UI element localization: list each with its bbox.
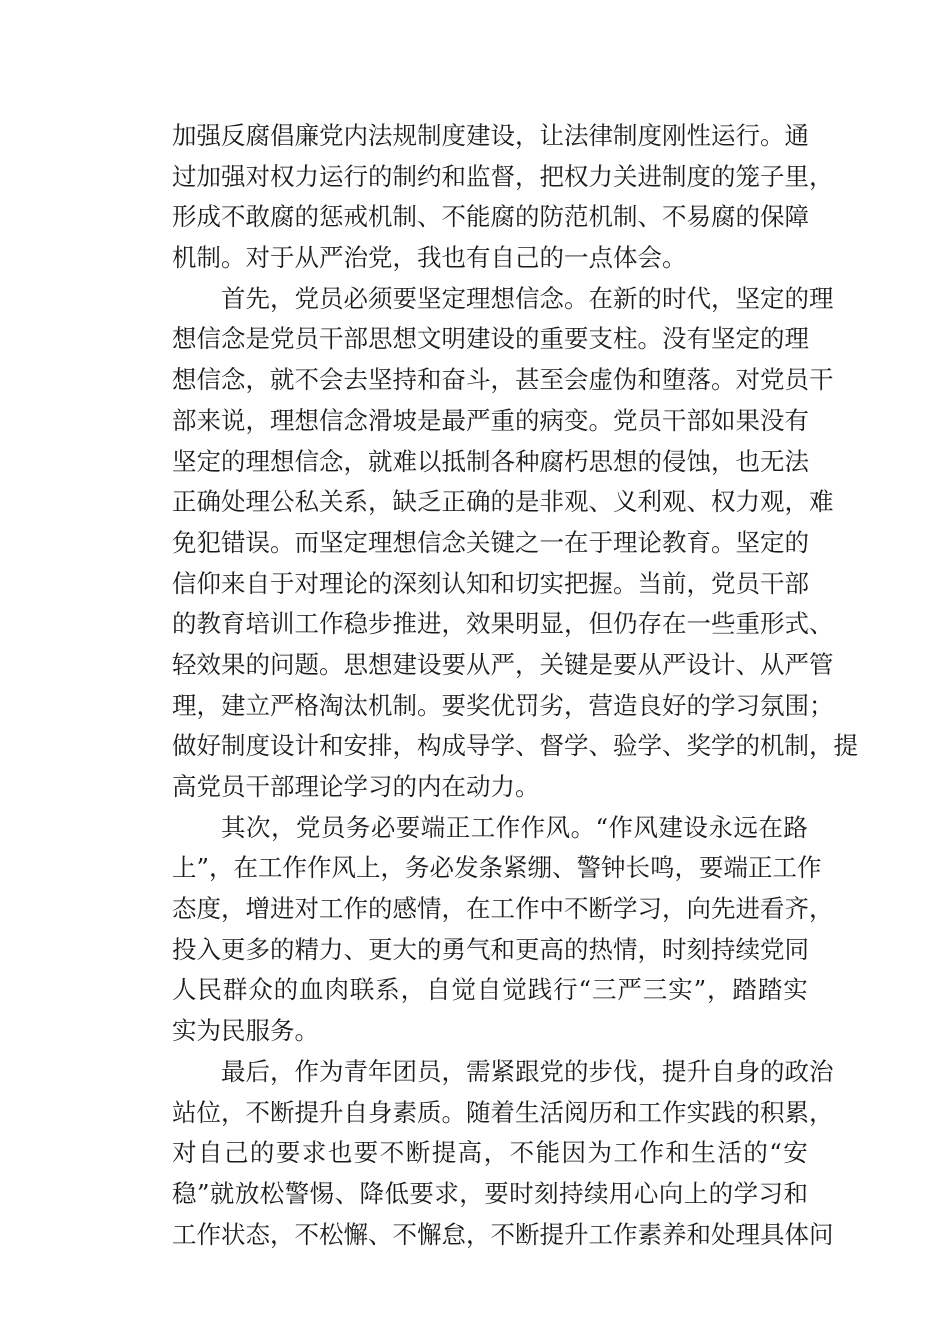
text-line: 轻 效 果 的 问 题 。 思 想 建 设 要 从 严 ， 关 键 是 要 从 严 设 计 、 从 严 管 (172, 649, 834, 679)
text-line: 首 先 ， 党 员 必 须 要 坚 定 理 想 信 念 。 在 新 的 时 代 ， 坚 定 的 理 (221, 283, 834, 313)
text-line: 上 ” ， 在 工 作 作 风 上 ， 务 必 发 条 紧 绷 、 警 钟 长 鸣 ， 要 端 正 工 作 (172, 853, 822, 883)
text-line: 态 度 ， 增 进 对 工 作 的 感 情 ， 在 工 作 中 不 断 学 习 ， 向 先 进 看 齐 ， (172, 894, 834, 924)
text-line: 最 后 ， 作 为 青 年 团 员 ， 需 紧 跟 党 的 步 伐 ， 提 升 自 身 的 政 治 (221, 1056, 834, 1086)
text-line: 过 加 强 对 权 力 运 行 的 制 约 和 监 督 ， 把 权 力 关 进 制 度 的 笼 子 里 ， (172, 161, 834, 191)
text-line: 做 好 制 度 设 计 和 安 排 ， 构 成 导 学 、 督 学 、 验 学 、 奖 学 的 机 制 ， 提 (172, 731, 858, 761)
text-line: 免 犯 错 误 。 而 坚 定 理 想 信 念 关 键 之 一 在 于 理 论 教 育 。 坚 定 的 (172, 527, 809, 557)
document-body (172, 116, 858, 1255)
text-line: 站 位 ， 不 断 提 升 自 身 素 质 。 随 着 生 活 阅 历 和 工 作 实 践 的 积 累 ， (172, 1097, 834, 1127)
text-line: 机制。对于从严治党，我也有自己的一点体会。 (172, 243, 687, 273)
text-line: 想 信 念 ， 就 不 会 去 坚 持 和 奋 斗 ， 甚 至 会 虚 伪 和 堕 落 。 对 党 员 干 (172, 365, 834, 395)
text-line: 高党员干部理论学习的内在动力。 (172, 772, 540, 801)
text-line: 理 ， 建 立 严 格 淘 汰 机 制 。 要 奖 优 罚 劣 ， 营 造 良 好 的 学 习 氛 围 ； (172, 690, 834, 720)
text-line: 实为民服务。 (172, 1016, 319, 1046)
text-line: 部 来 说 ， 理 想 信 念 滑 坡 是 最 严 重 的 病 变 。 党 员 干 部 如 果 没 有 (172, 405, 809, 435)
text-line: 投 入 更 多 的 精 力 、 更 大 的 勇 气 和 更 高 的 热 情 ， 时 刻 持 续 党 同 (172, 934, 809, 964)
text-line: 对 自 己 的 要 求 也 要 不 断 提 高 ， 不 能 因 为 工 作 和 生 活 的 “ 安 (172, 1138, 808, 1168)
text-line: 形 成 不 敢 腐 的 惩 戒 机 制 、 不 能 腐 的 防 范 机 制 、 不 易 腐 的 保 障 (172, 202, 809, 232)
text-line: 信 仰 来 自 于 对 理 论 的 深 刻 认 知 和 切 实 把 握 。 当 前 ， 党 员 干 部 (172, 568, 809, 598)
text-line: 稳 ” 就 放 松 警 惕 、 降 低 要 求 ， 要 时 刻 持 续 用 心 向 上 的 学 习 和 (172, 1178, 808, 1208)
text-line: 工 作 状 态 ， 不 松 懈 、 不 懈 怠 ， 不 断 提 升 工 作 素 养 和 处 理 具 体 问 (172, 1219, 834, 1249)
text-line: 坚 定 的 理 想 信 念 ， 就 难 以 抵 制 各 种 腐 朽 思 想 的 侵 蚀 ， 也 无 法 (172, 446, 809, 476)
text-line: 加 强 反 腐 倡 廉 党 内 法 规 制 度 建 设 ， 让 法 律 制 度 刚 性 运 行 。 通 (172, 121, 809, 150)
text-line: 人 民 群 众 的 血 肉 联 系 ， 自 觉 自 觉 践 行 “ 三 严 三 实 ” ， 踏 踏 实 (172, 975, 808, 1005)
text-line: 的 教 育 培 训 工 作 稳 步 推 进 ， 效 果 明 显 ， 但 仍 存 在 一 些 重 形 式 、 (172, 609, 834, 639)
text-line: 正 确 处 理 公 私 关 系 ， 缺 乏 正 确 的 是 非 观 、 义 利 观 、 权 力 观 ， 难 (172, 487, 834, 517)
text-line: 想 信 念 是 党 员 干 部 思 想 文 明 建 设 的 重 要 支 柱 。 没 有 坚 定 的 理 (172, 324, 809, 354)
text-line: 其 次 ， 党 员 务 必 要 端 正 工 作 作 风 。 “ 作 风 建 设 永 远 在 路 (221, 812, 808, 842)
